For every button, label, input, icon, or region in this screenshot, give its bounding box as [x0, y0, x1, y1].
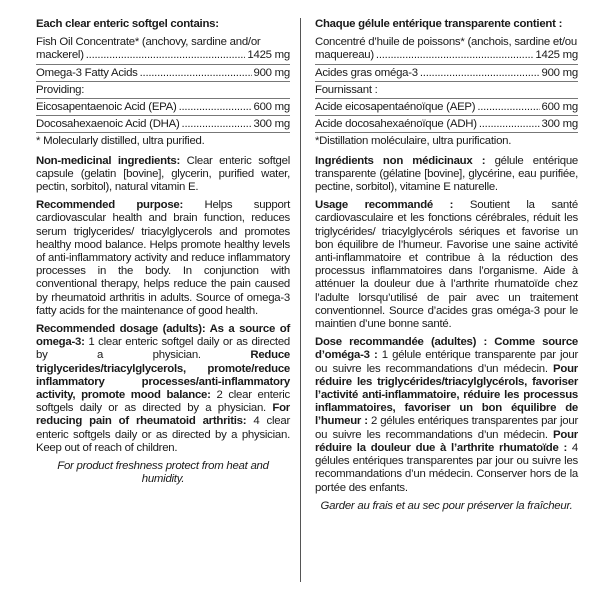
dha-label: Docosahexaenoic Acid (DHA): [36, 118, 180, 131]
fish-oil-row: [36, 34, 290, 64]
epa-value: 600 mg: [541, 101, 578, 114]
fish-oil-label-2: maquereau): [315, 49, 374, 62]
purpose-text: Soutient la santé cardiovasculaire et les fonctions cérébrales, réduit les triglycérides/ triacylglycérols sériques et favorise un bon équilibre de l’humeur. Favorise une saine activité anti-inflammatoire et contribue à la réduction des processus inflammatoires dans l’organisme. Aide à atténuer la douleur due à l’arthrite rhumatoïde chez l’adulte lorsqu’utilisé de pair avec un traitement conventionnel. Source d’acides gras oméga-3 pour le maintien d’une bonne santé.: [315, 199, 578, 331]
dha-value: 300 mg: [541, 118, 578, 131]
nonmedicinal-paragraph: [315, 155, 578, 195]
dosage-bold-2: Pour réduire les triglycérides/triacylglycérols, favoriser l’activité anti-inflammatoire, réduire les processus inflammatoires, favoriser un bon équilibre de l’humeur :: [315, 362, 578, 428]
purpose-title: Recommended purpose:: [36, 199, 184, 212]
omega3-value: 900 mg: [253, 66, 290, 79]
epa-label: Acide eicosapentaénoïque (AEP): [315, 101, 476, 114]
epa-row: [315, 99, 578, 116]
fish-oil-row: [315, 34, 578, 64]
nonmedicinal-title: Ingrédients non médicinaux :: [315, 154, 486, 167]
omega3-label: Omega-3 Fatty Acids: [36, 66, 138, 79]
leader-dots: [86, 49, 246, 62]
fish-oil-label-1: Concentré d’huile de poissons* (anchois, sardine et/ou: [315, 36, 577, 49]
epa-row: [36, 99, 290, 116]
epa-value: 600 mg: [253, 101, 290, 114]
leader-dots: [182, 118, 252, 131]
purpose-title: Usage recommandé :: [315, 199, 454, 212]
dosage-paragraph: [36, 323, 290, 455]
leader-dots: [179, 101, 252, 114]
footnote: * Molecularly distilled, ultra purified.: [36, 135, 205, 148]
omega3-value: 900 mg: [541, 66, 578, 79]
fish-oil-label-1: Fish Oil Concentrate* (anchovy, sardine and/or: [36, 36, 261, 49]
leader-dots: [376, 49, 534, 62]
providing-row: [315, 82, 578, 99]
dosage-title: Dose recommandée (adultes) : Comme source d’oméga-3 :: [315, 336, 578, 362]
dosage-text-3: 4 gélules entériques transparentes par jour ou suivre les recommandations d’un médecin. Conserver hors de la portée des enfants.: [315, 441, 578, 494]
omega3-row: [36, 65, 290, 82]
leader-dots: [420, 67, 540, 80]
nonmedicinal-text: Clear enteric softgel capsule (gelatin [bovine], glycerin, purified water, pectin, sorbitol), natural vitamin E.: [36, 154, 291, 194]
purpose-text: Helps support cardiovascular health and brain function, reduces serum triglycerides/ triacylglycerols and promotes healthy mood balance. Helps promote healthy levels of anti-inflammatory activity and reduce inflammatory processes in the body. In conjunction with conventional therapy, helps reduce the pain caused by rheumatoid arthritis in adults. Source of omega-3 fatty acids for the maintenance of good health.: [36, 199, 290, 317]
dosage-title: Recommended dosage (adults): As a source of omega-3:: [36, 323, 290, 349]
leader-dots: [140, 67, 252, 80]
contents-heading: Each clear enteric softgel contains:: [36, 18, 219, 30]
dosage-text-3: 4 clear enteric softgels daily or as directed by a physician. Keep out of reach of children.: [36, 415, 290, 454]
dosage-bold-2: Reduce triglycerides/triacylglycerols, promote/reduce inflammatory processes/anti-inflammatory activity, promote mood balance:: [36, 349, 290, 402]
freshness-note: For product freshness protect from heat and humidity.: [57, 460, 269, 486]
contents-heading: Chaque gélule entérique transparente contient :: [315, 18, 563, 30]
providing-row: [36, 82, 290, 99]
label-panel: [22, 18, 578, 582]
dosage-text-2: 2 gélules entériques transparentes par jour ou suivre les recommandations d’un médecin.: [315, 415, 578, 441]
leader-dots: [477, 101, 539, 114]
dosage-text-2: 2 clear enteric softgels daily or as directed by a physician.: [36, 389, 290, 415]
english-column: [22, 18, 300, 582]
dha-label: Acide docosahexaénoïque (ADH): [315, 118, 477, 131]
dosage-bold-3: For reducing pain of rheumatoid arthritis:: [36, 402, 290, 428]
nonmedicinal-text: gélule entérique transparente (gélatine [bovine], glycérine, eau purifiée, pectine, sorbitol), vitamine E naturelle.: [315, 154, 578, 194]
epa-label: Eicosapentaenoic Acid (EPA): [36, 101, 177, 114]
french-column: [300, 18, 578, 582]
footnote: *Distillation moléculaire, ultra purification.: [315, 135, 512, 148]
providing-label: Fournissant :: [315, 83, 378, 96]
dosage-text-1: 1 clear enteric softgel daily or as directed by a physician.: [36, 336, 290, 362]
purpose-paragraph: [36, 199, 290, 318]
purpose-paragraph: [315, 199, 578, 331]
freshness-note: Garder au frais et au sec pour préserver la fraîcheur.: [320, 499, 573, 512]
fish-oil-label-2: mackerel): [36, 49, 84, 62]
dosage-bold-3: Pour réduire la douleur due à l’arthrite rhumatoïde :: [315, 428, 578, 454]
fish-oil-value: 1425 mg: [535, 49, 578, 62]
providing-label: Providing:: [36, 83, 85, 96]
nonmedicinal-title: Non-medicinal ingredients:: [36, 154, 181, 167]
dha-value: 300 mg: [253, 118, 290, 131]
leader-dots: [479, 118, 540, 131]
dha-row: [315, 116, 578, 133]
dha-row: [36, 116, 290, 133]
fish-oil-value: 1425 mg: [247, 49, 290, 62]
dosage-paragraph: [315, 336, 578, 494]
nonmedicinal-paragraph: [36, 155, 290, 195]
omega3-label: Acides gras oméga-3: [315, 66, 418, 79]
dosage-text-1: 1 gélule entérique transparente par jour ou suivre les recommandations d’un médecin.: [315, 349, 578, 375]
omega3-row: [315, 65, 578, 82]
